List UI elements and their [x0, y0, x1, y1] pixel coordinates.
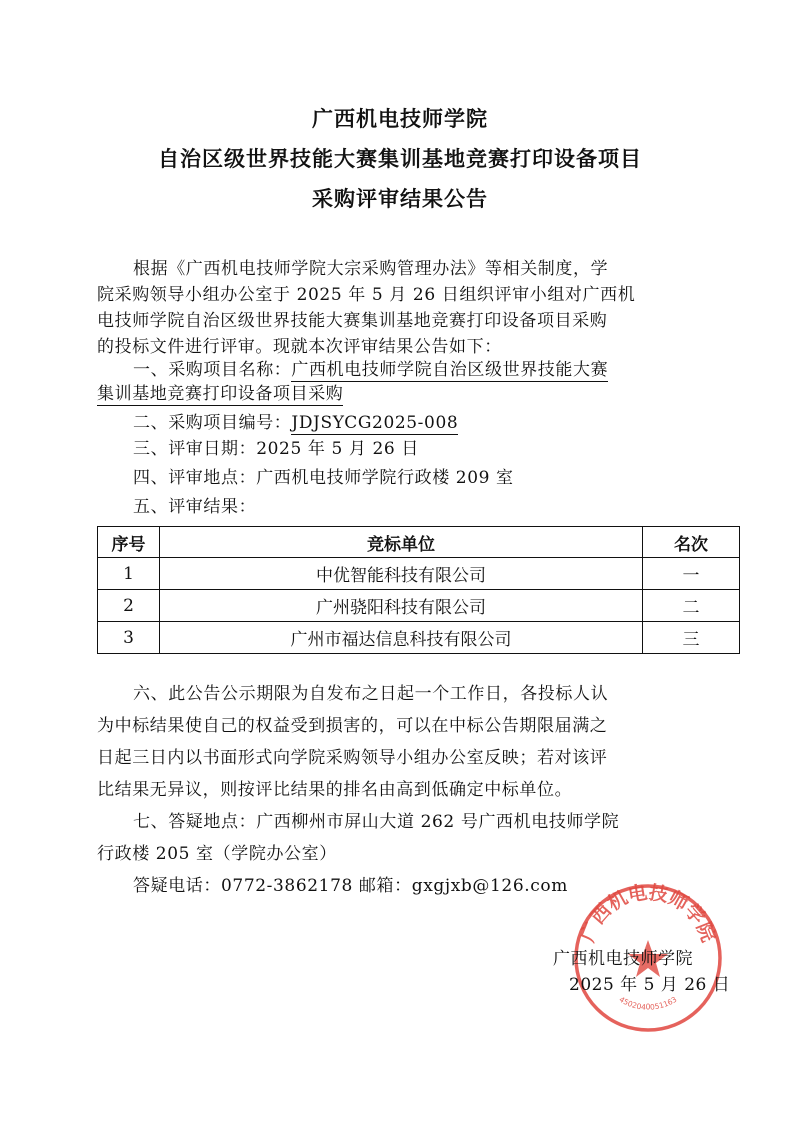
title-school: 广西机电技师学院	[312, 107, 488, 131]
item-project-number-label: 二、采购项目编号：	[133, 413, 292, 433]
contact-phone-email: 答疑电话：0772-3862178 邮箱：gxgjxb@126.com	[133, 876, 568, 896]
title-announcement: 采购评审结果公告	[312, 187, 488, 211]
item-project-name-cont	[97, 382, 737, 406]
intro-line-1: 根据《广西机电技师学院大宗采购管理办法》等相关制度，学	[133, 259, 609, 279]
header-company: 竞标单位	[160, 527, 643, 558]
cell-no: 2	[98, 590, 160, 622]
item-project-number-value: JDJSYCG2025-008	[291, 413, 459, 433]
item-review-location: 四、评审地点：广西机电技师学院行政楼 209 室	[133, 468, 514, 488]
item-review-result: 五、评审结果：	[133, 497, 257, 517]
notice-line-4: 比结果无异议，则按评比结果的排名由高到低确定中标单位。	[97, 780, 573, 800]
intro-line-3: 电技师学院自治区级世界技能大赛集训基地竞赛打印设备项目采购	[97, 311, 608, 331]
seal-code-text: 4502040051163	[617, 994, 679, 1012]
signature-date: 2025 年 5 月 26 日	[569, 975, 731, 995]
cell-company: 广州市福达信息科技有限公司	[160, 622, 643, 654]
contact-location-line-1: 七、答疑地点：广西柳州市屏山大道 262 号广西机电技师学院	[133, 812, 620, 832]
item-project-number	[133, 411, 737, 435]
header-rank: 名次	[643, 527, 740, 558]
item-project-name	[133, 358, 737, 382]
notice-line-2: 为中标结果使自己的权益受到损害的，可以在中标公告期限届满之	[97, 716, 608, 736]
cell-no: 3	[98, 622, 160, 654]
signature-org: 广西机电技师学院	[553, 949, 693, 969]
table-row	[98, 590, 740, 622]
cell-no: 1	[98, 558, 160, 590]
cell-company: 中优智能科技有限公司	[160, 558, 643, 590]
intro-line-4: 的投标文件进行评审。现就本次评审结果公告如下：	[97, 337, 502, 357]
item-review-date: 三、评审日期：2025 年 5 月 26 日	[133, 439, 419, 459]
cell-rank: 二	[643, 590, 740, 622]
item-project-name-label: 一、采购项目名称：	[133, 360, 292, 380]
result-table	[97, 526, 740, 654]
table-row	[98, 622, 740, 654]
item-project-name-value: 广西机电技师学院自治区级世界技能大赛	[291, 360, 609, 380]
cell-rank: 三	[643, 622, 740, 654]
notice-line-1: 六、此公告公示期限为自发布之日起一个工作日，各投标人认	[133, 684, 609, 704]
table-header-row	[98, 527, 740, 558]
item-project-name-value-cont: 集训基地竞赛打印设备项目采购	[97, 384, 344, 404]
contact-location-line-2: 行政楼 205 室（学院办公室）	[97, 844, 337, 864]
table-row	[98, 558, 740, 590]
notice-line-3: 日起三日内以书面形式向学院采购领导小组办公室反映；若对该评	[97, 748, 608, 768]
header-no: 序号	[98, 527, 160, 558]
intro-line-2: 院采购领导小组办公室于 2025 年 5 月 26 日组织评审小组对广西机	[97, 285, 636, 305]
cell-rank: 一	[643, 558, 740, 590]
cell-company: 广州骁阳科技有限公司	[160, 590, 643, 622]
seal-arc-text: 广西机电技师学院	[576, 881, 720, 946]
title-project: 自治区级世界技能大赛集训基地竞赛打印设备项目	[158, 147, 642, 171]
